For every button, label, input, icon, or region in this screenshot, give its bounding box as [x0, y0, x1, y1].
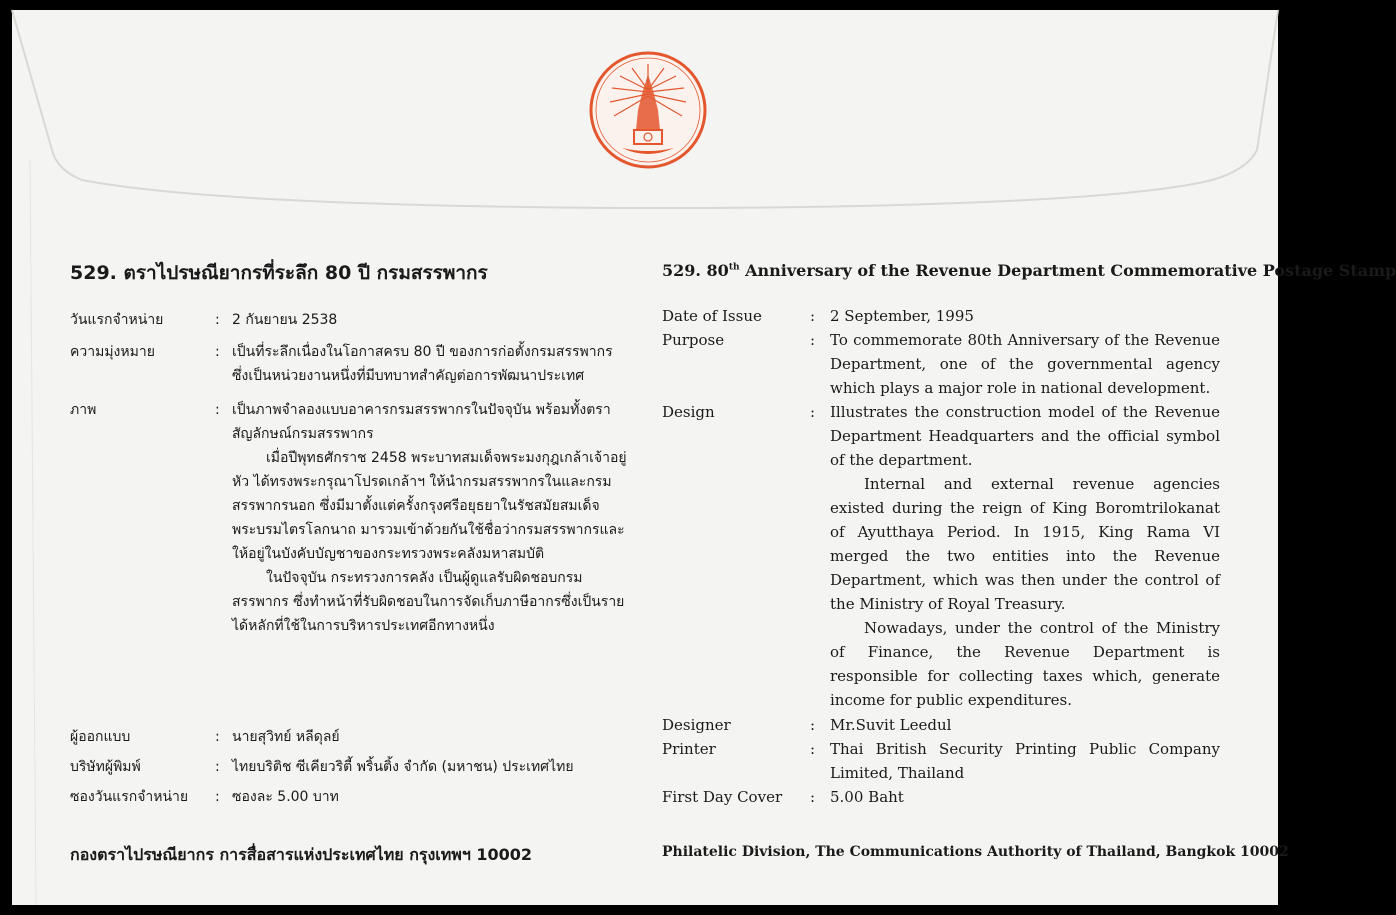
detail-label: First Day Cover [662, 788, 783, 806]
detail-label: Designer [662, 716, 731, 734]
detail-colon: : [215, 729, 220, 745]
detail-paragraph: ไทยบริติช ซีเคียวริตี้ พริ้นติ้ง จำกัด (มหาชน) ประเทศไทย [232, 759, 574, 775]
english-title-prefix: 529. 80 [662, 261, 729, 280]
detail-label: ซองวันแรกจำหน่าย [70, 789, 189, 805]
detail-colon: : [810, 307, 816, 325]
detail-value [232, 755, 630, 779]
detail-paragraph: เป็นภาพจำลองแบบอาคารกรมสรรพากรในปัจจุบัน พร้อมทั้งตราสัญลักษณ์กรมสรรพากร [232, 402, 611, 442]
detail-paragraph: ในปัจจุบัน กระทรวงการคลัง เป็นผู้ดูแลรับผิดชอบกรมสรรพากร ซึ่งทำหน้าที่รับผิดชอบในการจัดเก็บภาษีอากรซึ่งเป็นรายได้หลักที่ใช้ในการบริหารประเทศอีกทางหนึ่ง [232, 570, 625, 634]
detail-value [232, 785, 630, 809]
detail-paragraph: ซองละ 5.00 บาท [232, 789, 339, 805]
detail-colon: : [215, 759, 220, 775]
detail-paragraph: 2 กันยายน 2538 [232, 312, 338, 328]
detail-value [232, 340, 630, 388]
detail-value [830, 304, 1220, 328]
detail-label: ความมุ่งหมาย [70, 344, 155, 360]
detail-value [232, 398, 630, 638]
detail-paragraph: เป็นที่ระลึกเนื่องในโอกาสครบ 80 ปี ของการก่อตั้งกรมสรรพากร ซึ่งเป็นหน่วยงานหนึ่งที่มีบทบาทสำคัญต่อการพัฒนาประเทศ [232, 344, 613, 384]
detail-value [830, 400, 1220, 712]
detail-label: Purpose [662, 331, 725, 349]
detail-label: บริษัทผู้พิมพ์ [70, 759, 141, 775]
detail-colon: : [810, 716, 816, 734]
detail-label: Design [662, 403, 715, 421]
detail-paragraph: Nowadays, under the control of the Ministry of Finance, the Revenue Department is responsible for collecting taxes which, generate income for public expenditures. [830, 619, 1220, 709]
detail-colon: : [810, 331, 816, 349]
detail-value [830, 713, 1220, 737]
detail-label: วันแรกจำหน่าย [70, 312, 164, 328]
detail-paragraph: เมื่อปีพุทธศักราช 2458 พระบาทสมเด็จพระมงกุฎเกล้าเจ้าอยู่หัว ได้ทรงพระกรุณาโปรดเกล้าฯ ให้นำกรมสรรพากรในและกรมสรรพากรนอก ซึ่งมีมาตั้งแต่ครั้งกรุงศรีอยุธยาในรัชสมัยสมเด็จพระบรมไตรโลกนาถ มารวมเข้าด้วยกันใช้ชื่อว่ากรมสรรพากรและให้อยู่ในบังคับบัญชาของกระทรวงพระคลังมหาสมบัติ [232, 450, 627, 562]
detail-label: Printer [662, 740, 716, 758]
detail-colon: : [215, 402, 220, 418]
thai-title: 529. ตราไปรษณียากรที่ระลึก 80 ปี กรมสรรพากร [70, 262, 488, 284]
english-footer: Philatelic Division, The Communications Authority of Thailand, Bangkok 10002 [662, 844, 1289, 860]
detail-paragraph: นายสุวิทย์ หลีดุลย์ [232, 729, 340, 745]
thai-footer: กองตราไปรษณียากร การสื่อสารแห่งประเทศไทย กรุงเทพฯ 10002 [70, 845, 533, 864]
detail-colon: : [215, 789, 220, 805]
detail-colon: : [215, 312, 220, 328]
detail-paragraph: 5.00 Baht [830, 788, 904, 806]
detail-label: ผู้ออกแบบ [70, 729, 131, 745]
detail-label: Date of Issue [662, 307, 762, 325]
detail-value [232, 725, 630, 749]
detail-value [830, 328, 1220, 400]
detail-paragraph: Mr.Suvit Leedul [830, 716, 952, 734]
detail-value [232, 308, 630, 332]
detail-label: ภาพ [70, 402, 97, 418]
detail-colon: : [215, 344, 220, 360]
detail-colon: : [810, 788, 816, 806]
english-title-rest: Anniversary of the Revenue Department Commemorative Postage Stamp [739, 261, 1396, 280]
detail-colon: : [810, 740, 816, 758]
detail-paragraph: 2 September, 1995 [830, 307, 974, 325]
envelope-back [12, 10, 1396, 905]
detail-paragraph: Internal and external revenue agencies existed during the reign of King Boromtrilokanat of Ayutthaya Period. In 1915, King Rama VI merged the two entities into the Revenue Department, which was then under the control of the Ministry of Royal Treasury. [830, 475, 1220, 613]
english-title-sup: th [728, 262, 740, 273]
detail-paragraph: Thai British Security Printing Public Company Limited, Thailand [830, 740, 1220, 782]
english-title [662, 261, 1396, 280]
detail-value [830, 737, 1220, 785]
detail-paragraph: To commemorate 80th Anniversary of the Revenue Department, one of the governmental agency which plays a major role in national development. [830, 331, 1220, 397]
detail-colon: : [810, 403, 816, 421]
detail-paragraph: Illustrates the construction model of the Revenue Department Headquarters and the official symbol of the department. [830, 403, 1220, 469]
revenue-department-seal [588, 50, 708, 170]
detail-value [830, 785, 1220, 809]
